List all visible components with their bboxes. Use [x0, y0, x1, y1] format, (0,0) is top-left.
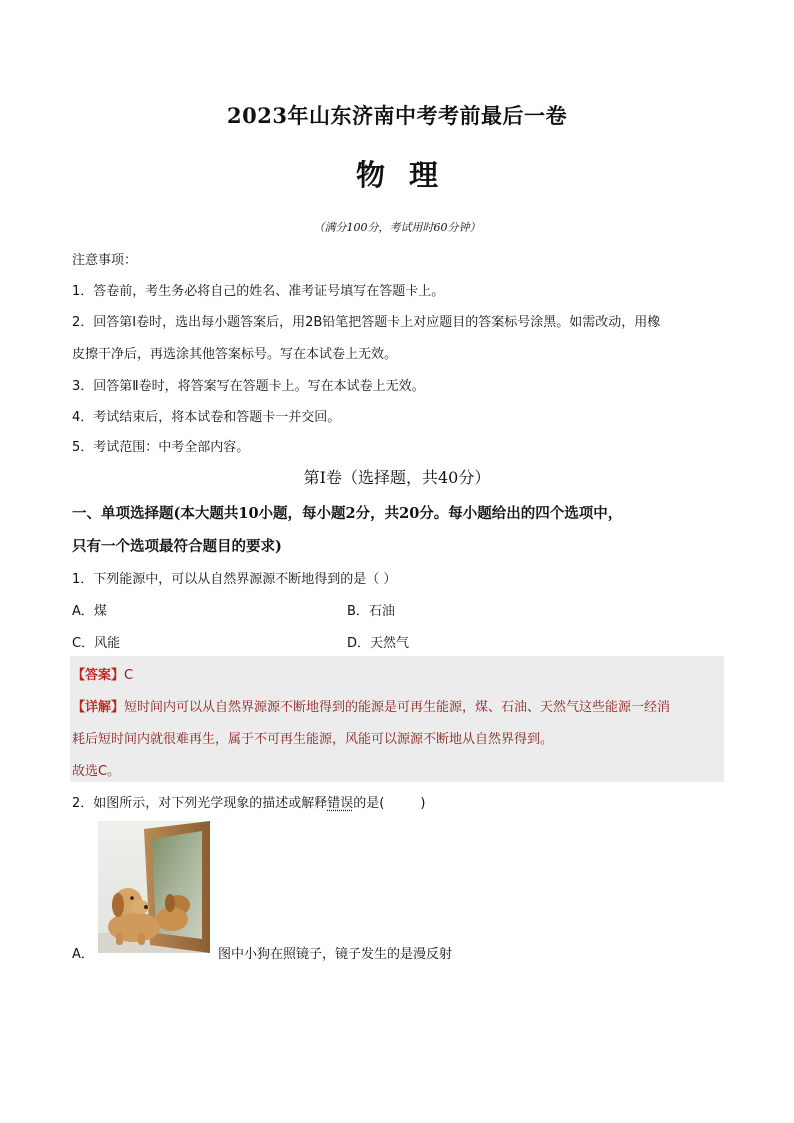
notice-item: 3．回答第Ⅱ卷时，将答案写在答题卡上。写在本试卷上无效。	[72, 379, 425, 394]
notice-item: 4．考试结束后，将本试卷和答题卡一并交回。	[72, 410, 341, 425]
question-2-stem-suffix: 的是(	[353, 796, 385, 811]
notice-item: 1．答卷前，考生务必将自己的姓名、准考证号填写在答题卡上。	[72, 284, 445, 299]
notice-item: 5．考试范围：中考全部内容。	[72, 440, 250, 455]
question-2-emphasis: 错误	[327, 796, 354, 811]
section-title: 第Ⅰ卷（选择题，共40分）	[303, 468, 491, 487]
part-heading: 一、单项选择题(本大题共10小题，每小题2分，共20分。每小题给出的四个选项中，	[72, 505, 623, 522]
score-note: （满分100分，考试用时60分钟）	[313, 221, 481, 234]
part-heading-continued: 只有一个选项最符合题目的要求)	[72, 538, 282, 555]
question-1-stem: 1．下列能源中，可以从自然界源源不断地得到的是（ ）	[72, 572, 397, 587]
subject-title: 物理	[355, 158, 462, 192]
detail-tag: 【详解】	[72, 700, 125, 715]
detail-conclusion: 故选C。	[72, 764, 121, 779]
answer-tag: 【答案】	[72, 668, 125, 683]
answer-value: C	[124, 668, 134, 683]
exam-title: 2023年山东济南中考考前最后一卷	[227, 103, 567, 128]
detail-line	[72, 696, 670, 715]
notice-item-continued: 皮擦干净后，再选涂其他答案标号。写在本试卷上无效。	[72, 347, 398, 362]
dog-mirror-image	[98, 821, 210, 953]
answer-line	[72, 664, 133, 683]
question-1-option-b: B．石油	[347, 604, 395, 619]
question-2-option-a-label: A．	[72, 947, 94, 962]
question-2-stem-prefix: 2．如图所示，对下列光学现象的描述或解释	[72, 796, 328, 811]
question-1-option-d: D．天然气	[347, 636, 410, 651]
question-1-option-c: C．风能	[72, 636, 121, 651]
notice-item: 2．回答第Ⅰ卷时，选出每小题答案后，用2B铅笔把答题卡上对应题目的答案标号涂黑。如需改动，用橡	[72, 315, 661, 330]
question-2-option-a-text: 图中小狗在照镜子，镜子发生的是漫反射	[218, 947, 453, 962]
detail-text: 短时间内可以从自然界源源不断地得到的能源是可再生能源，煤、石油、天然气这些能源一经消	[124, 700, 671, 715]
answer-box	[70, 656, 724, 782]
detail-line-continued: 耗后短时间内就很难再生，属于不可再生能源，风能可以源源不断地从自然界得到。	[72, 732, 554, 747]
question-2-stem-close: )	[420, 796, 426, 811]
question-1-option-a: A．煤	[72, 604, 107, 619]
notice-heading: 注意事项：	[72, 253, 138, 268]
question-2-stem	[72, 792, 425, 811]
